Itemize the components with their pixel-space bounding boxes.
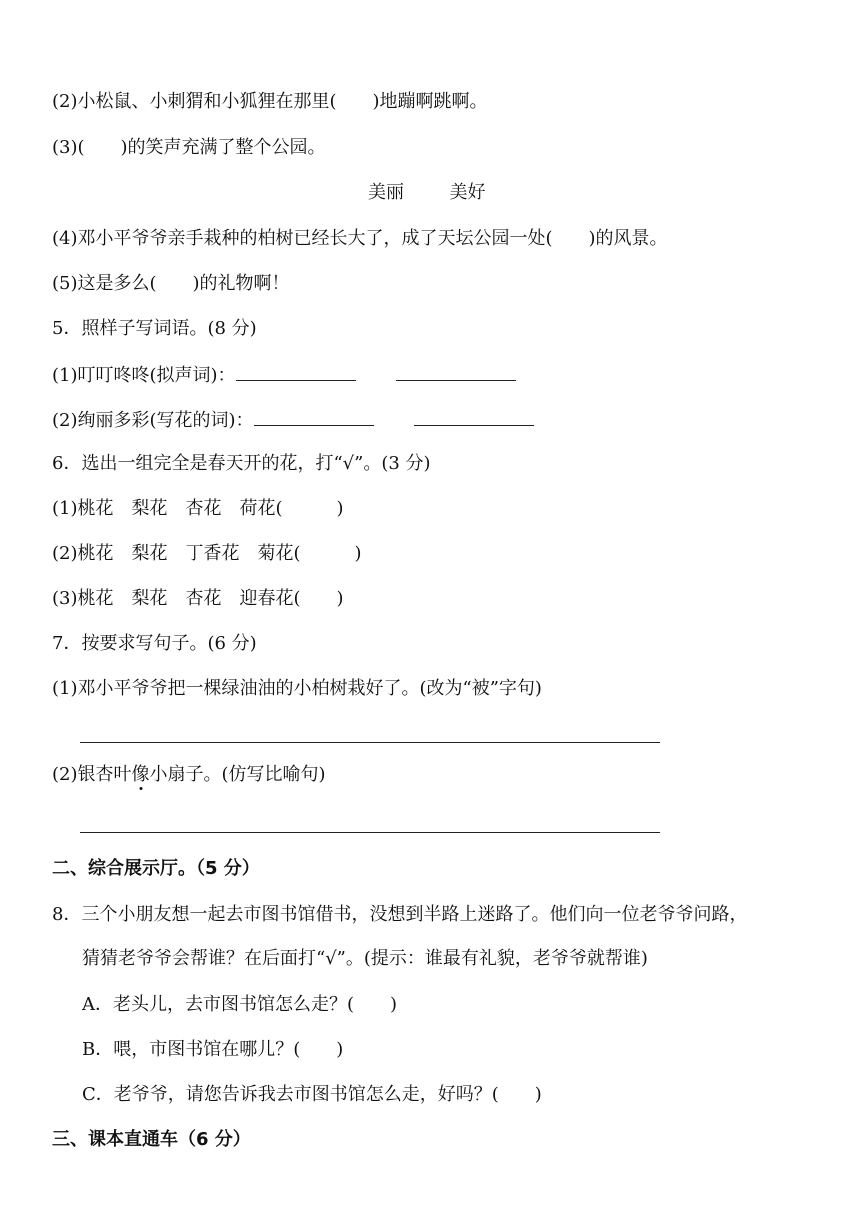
answer-line[interactable] (80, 832, 660, 833)
q8-line-1: 8．三个小朋友想一起去市图书馆借书，没想到半路上迷路了。他们向一位老爷爷问路， (52, 904, 748, 925)
q7-item-1: (1)邓小平爷爷把一棵绿油油的小柏树栽好了。(改为“被”字句) (52, 678, 542, 699)
q7-item-2-pre: (2)银杏叶 (52, 764, 132, 785)
q4-item-2: (2)小松鼠、小刺猬和小狐狸在那里( )地蹦啊跳啊。 (52, 91, 488, 112)
word-choices (368, 181, 485, 205)
word-choice-1: 美丽 (368, 182, 404, 203)
q5-item-2 (52, 407, 534, 433)
q7-item-2-post: 小扇子。(仿写比喻句) (149, 764, 326, 785)
q7-item-2 (52, 763, 326, 787)
answer-blank[interactable] (414, 407, 534, 426)
q8-option-c: C．老爷爷，请您告诉我去市图书馆怎么走，好吗？( ) (82, 1084, 542, 1105)
q6-option-2: (2)桃花 梨花 丁香花 菊花( ) (52, 543, 362, 564)
section-2-heading: 二、综合展示厅。（5 分） (52, 858, 260, 879)
q8-option-a: A．老头儿，去市图书馆怎么走？( ) (82, 994, 398, 1015)
q4-item-5: (5)这是多么( )的礼物啊！ (52, 273, 290, 294)
q8-line-2: 猜猜老爷爷会帮谁？在后面打“√”。(提示：谁最有礼貌，老爷爷就帮谁) (82, 948, 648, 969)
q5-title: 5．照样子写词语。(8 分) (52, 318, 257, 339)
q5-item-1 (52, 362, 516, 388)
q4-item-4: (4)邓小平爷爷亲手栽种的柏树已经长大了，成了天坛公园一处( )的风景。 (52, 228, 668, 249)
q5-item-2-label: (2)绚丽多彩(写花的词)： (52, 410, 254, 431)
q4-item-3: (3)( )的笑声充满了整个公园。 (52, 137, 326, 158)
q8-option-b: B．喂，市图书馆在哪儿？( ) (82, 1039, 344, 1060)
q6-option-1: (1)桃花 梨花 杏花 荷花( ) (52, 498, 344, 519)
section-3-heading: 三、课本直通车（6 分） (52, 1129, 251, 1150)
emphasis-char: 像 (131, 764, 150, 785)
q6-title: 6．选出一组完全是春天开的花，打“√”。(3 分) (52, 453, 431, 474)
answer-blank[interactable] (396, 362, 516, 381)
answer-blank[interactable] (236, 362, 356, 381)
answer-line[interactable] (80, 742, 660, 743)
answer-blank[interactable] (254, 407, 374, 426)
q5-item-1-label: (1)叮叮咚咚(拟声词)： (52, 365, 236, 386)
q6-option-3: (3)桃花 梨花 杏花 迎春花( ) (52, 588, 344, 609)
word-choice-2: 美好 (449, 182, 486, 203)
q7-title: 7．按要求写句子。(6 分) (52, 633, 257, 654)
